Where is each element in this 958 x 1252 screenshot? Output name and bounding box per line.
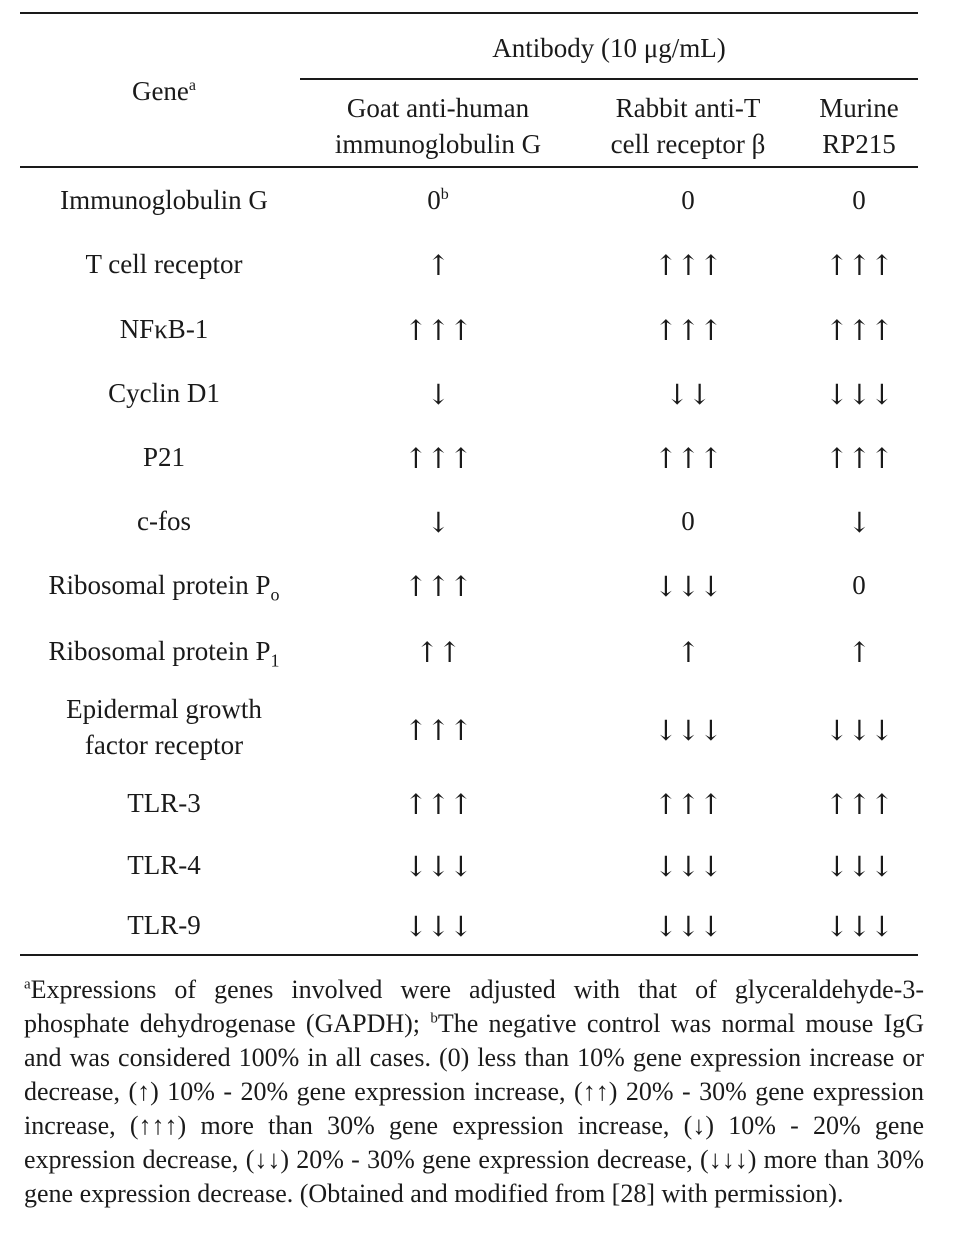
col-header-murine-line2: RP215 (822, 129, 896, 159)
table-cell: ↓↓↓ (654, 850, 722, 883)
table-cell: ↑↑↑ (404, 314, 472, 347)
header-bottom-rule (20, 166, 918, 168)
top-rule (20, 12, 918, 14)
antibody-group-rule (300, 78, 918, 80)
table-cell: 0 (852, 185, 866, 215)
gene-header (14, 73, 314, 109)
col-header-goat-line1: Goat anti-human (346, 93, 530, 123)
table-cell: ↓↓↓ (825, 378, 893, 411)
table-cell (300, 182, 576, 218)
table-cell: ↓↓↓ (654, 910, 722, 943)
table-row-gene (14, 567, 314, 603)
footnote-mark-b: b (430, 1010, 438, 1027)
footnote-mark-a: a (24, 976, 31, 993)
table-cell: 0 (852, 570, 866, 600)
table-cell: ↑↑↑ (825, 249, 893, 282)
table-cell: ↑↑↑ (654, 788, 722, 821)
gene-header-note: a (188, 77, 197, 94)
table-cell: ↓↓↓ (654, 570, 722, 603)
col-header-goat-line2: immunoglobulin G (334, 129, 542, 159)
table-footnote (24, 973, 924, 1211)
gene-subscript: 1 (270, 650, 280, 671)
table-cell: ↓ (426, 378, 450, 411)
table-cell: ↓ (847, 506, 871, 539)
footnote-text-a: Expressions of genes involved were adjusted with that of glyceraldehyde-3-phosphate dehydrogenase (GAPDH); (24, 975, 924, 1038)
table-cell: ↓↓↓ (404, 910, 472, 943)
col-header-rabbit-line2: cell receptor β (610, 129, 766, 159)
table-cell: 0 (681, 506, 695, 536)
table-row-gene (14, 633, 314, 669)
cell-note: b (440, 186, 449, 203)
table-row-gene: Immunoglobulin G (60, 185, 268, 215)
table-cell: ↓↓↓ (825, 910, 893, 943)
table-cell: ↓ (426, 506, 450, 539)
table-row-gene: TLR-9 (127, 910, 201, 940)
table-cell: ↑↑↑ (825, 442, 893, 475)
gene-header-label: Gene (131, 76, 189, 106)
gene-subscript: o (270, 584, 280, 605)
footnote-text-b: The negative control was normal mouse IgG and was considered 100% in all cases. (0) less than 10% gene expression increase or decrease, (↑) 10% - 20% gene expression increase, (↑↑) 20% - 30% gene expression increase, (↑↑↑) more than 30% gene expression increase, (↓) 10% - 20% gene expression decrease, (↓↓) 20% - 30% gene expression decrease, (↓↓↓) more than 30% gene expression decrease. (Obtained and modified from [28] with permission). (24, 1009, 925, 1208)
table-cell: ↑↑↑ (404, 442, 472, 475)
table-cell: ↓↓↓ (825, 850, 893, 883)
gene-name-line2: factor receptor (84, 730, 244, 760)
table-cell: ↑↑↑ (654, 442, 722, 475)
gene-name-line1: Epidermal growth (66, 694, 262, 724)
table-row-gene: NFκB-1 (119, 314, 209, 344)
table-cell: ↑↑↑ (825, 314, 893, 347)
table-cell: ↓↓↓ (654, 714, 722, 747)
table-cell: ↑ (676, 636, 700, 669)
table-cell: 0 (681, 185, 695, 215)
gene-name: Ribosomal protein P (48, 570, 271, 600)
table-cell: ↑↑↑ (825, 788, 893, 821)
table-cell: ↑↑↑ (404, 714, 472, 747)
table-row-gene: P21 (142, 442, 186, 472)
table-bottom-rule (20, 954, 918, 956)
table-cell: ↑↑↑ (404, 788, 472, 821)
col-header-rabbit-line1: Rabbit anti-T (615, 93, 761, 123)
table-cell: ↑ (426, 249, 450, 282)
antibody-group-header: Antibody (10 μg/mL) (492, 33, 726, 63)
table-cell: ↑↑ (415, 636, 461, 669)
col-header-murine-line1: Murine (819, 93, 899, 123)
table-cell: ↑↑↑ (404, 570, 472, 603)
table-cell: ↑ (847, 636, 871, 669)
table-row-gene: TLR-4 (127, 850, 201, 880)
col-header-murine (800, 90, 918, 162)
table-cell: ↑↑↑ (654, 249, 722, 282)
col-header-goat (300, 90, 576, 162)
col-header-rabbit (576, 90, 800, 162)
table-cell: ↑↑↑ (654, 314, 722, 347)
cell-value: 0 (427, 185, 441, 215)
gene-name: Ribosomal protein P (48, 636, 271, 666)
table-cell: ↓↓↓ (404, 850, 472, 883)
table-row-gene: Cyclin D1 (108, 378, 220, 408)
table-cell: ↓↓ (665, 378, 711, 411)
table-row-gene: c-fos (137, 506, 191, 536)
table-cell: ↓↓↓ (825, 714, 893, 747)
table-row-gene: TLR-3 (127, 788, 201, 818)
table-row-gene: T cell receptor (85, 249, 243, 279)
table-row-gene (14, 691, 314, 763)
